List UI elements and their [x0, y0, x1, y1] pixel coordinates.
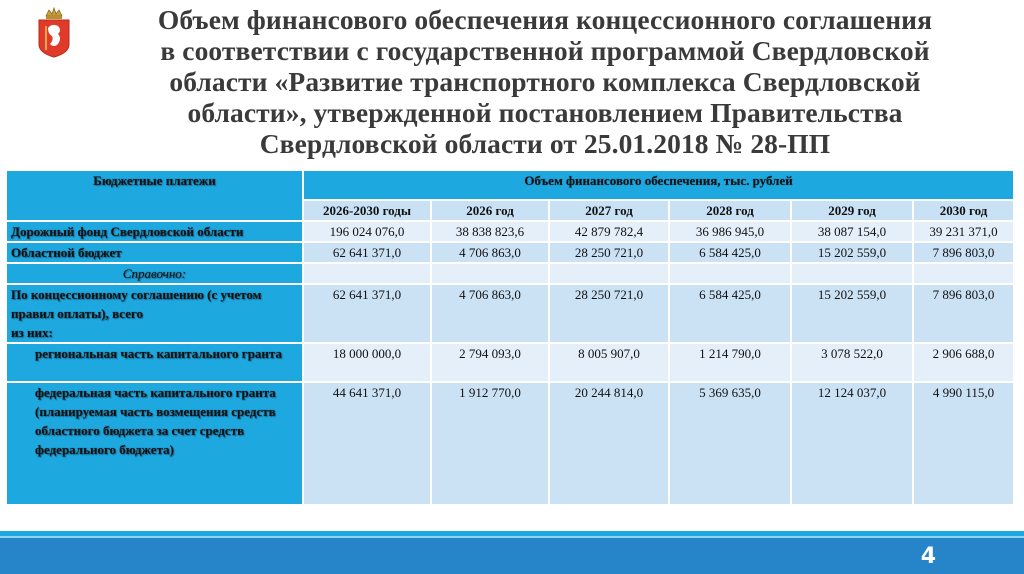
cell-value: 196 024 076,0: [303, 221, 431, 242]
cell-value: [669, 263, 791, 284]
table-row: [6, 382, 1014, 505]
row-label-text: По концессионному соглашению (с учетом правил оплаты), всего: [11, 287, 262, 321]
cell-value: 38 838 823,6: [431, 221, 549, 242]
cell-value: 18 000 000,0: [303, 343, 431, 382]
cell-value: 15 202 559,0: [791, 284, 913, 343]
cell-value: [791, 263, 913, 284]
column-header: 2026-2030 годы: [303, 200, 431, 221]
cell-value: 36 986 945,0: [669, 221, 791, 242]
cell-value: 5 369 635,0: [669, 382, 791, 505]
row-label: Справочно:: [6, 263, 303, 284]
title-line: в соответствии с государственной программой Свердловской: [160, 35, 930, 66]
cell-value: 3 078 522,0: [791, 343, 913, 382]
cell-value: 15 202 559,0: [791, 242, 913, 263]
column-header: 2028 год: [669, 200, 791, 221]
cell-value: 28 250 721,0: [549, 284, 669, 343]
title-line: Объем финансового обеспечения концессионного соглашения: [157, 4, 933, 35]
row-label: федеральная часть капитального гранта (планируемая часть возмещения средств областного бюджета за счет средств федерального бюджета): [6, 382, 303, 505]
cell-value: [303, 263, 431, 284]
cell-value: 6 584 425,0: [669, 284, 791, 343]
cell-value: [913, 263, 1014, 284]
page-title: [100, 4, 990, 159]
title-line: области «Развитие транспортного комплекса Свердловской: [169, 66, 921, 97]
table-row: [6, 284, 1014, 343]
cell-value: 12 124 037,0: [791, 382, 913, 505]
cell-value: 7 896 803,0: [913, 242, 1014, 263]
cell-value: 28 250 721,0: [549, 242, 669, 263]
table-row: [6, 343, 1014, 382]
cell-value: 4 706 863,0: [431, 284, 549, 343]
cell-value: 8 005 907,0: [549, 343, 669, 382]
financing-table: [5, 169, 1015, 506]
cell-value: 20 244 814,0: [549, 382, 669, 505]
header-budget-payments: Бюджетные платежи: [6, 170, 303, 221]
column-header: 2027 год: [549, 200, 669, 221]
row-label: [6, 284, 303, 343]
table-row: [6, 221, 1014, 242]
cell-value: 2 794 093,0: [431, 343, 549, 382]
table-header-row: [6, 170, 1014, 200]
cell-value: 42 879 782,4: [549, 221, 669, 242]
cell-value: 1 214 790,0: [669, 343, 791, 382]
column-header: 2030 год: [913, 200, 1014, 221]
row-label: Дорожный фонд Свердловской области: [6, 221, 303, 242]
cell-value: [549, 263, 669, 284]
table-row: [6, 242, 1014, 263]
cell-value: 7 896 803,0: [913, 284, 1014, 343]
title-line: области», утвержденной постановлением Правительства: [187, 97, 903, 128]
column-header: 2029 год: [791, 200, 913, 221]
row-label-subtext: из них:: [11, 325, 53, 340]
row-label: Областной бюджет: [6, 242, 303, 263]
footer-bar: [0, 538, 1024, 574]
header-financing-volume: Объем финансового обеспечения, тыс. рублей: [303, 170, 1014, 200]
coat-of-arms-icon: [36, 6, 72, 58]
cell-value: [431, 263, 549, 284]
title-line: Свердловской области от 25.01.2018 № 28-ПП: [259, 128, 831, 159]
cell-value: 4 990 115,0: [913, 382, 1014, 505]
cell-value: 4 706 863,0: [431, 242, 549, 263]
cell-value: 1 912 770,0: [431, 382, 549, 505]
row-label: региональная часть капитального гранта: [6, 343, 303, 382]
column-header: 2026 год: [431, 200, 549, 221]
cell-value: 44 641 371,0: [303, 382, 431, 505]
table-row: [6, 263, 1014, 284]
cell-value: 39 231 371,0: [913, 221, 1014, 242]
cell-value: 38 087 154,0: [791, 221, 913, 242]
page-number: 4: [920, 544, 936, 569]
cell-value: 62 641 371,0: [303, 242, 431, 263]
cell-value: 2 906 688,0: [913, 343, 1014, 382]
cell-value: 6 584 425,0: [669, 242, 791, 263]
cell-value: 62 641 371,0: [303, 284, 431, 343]
